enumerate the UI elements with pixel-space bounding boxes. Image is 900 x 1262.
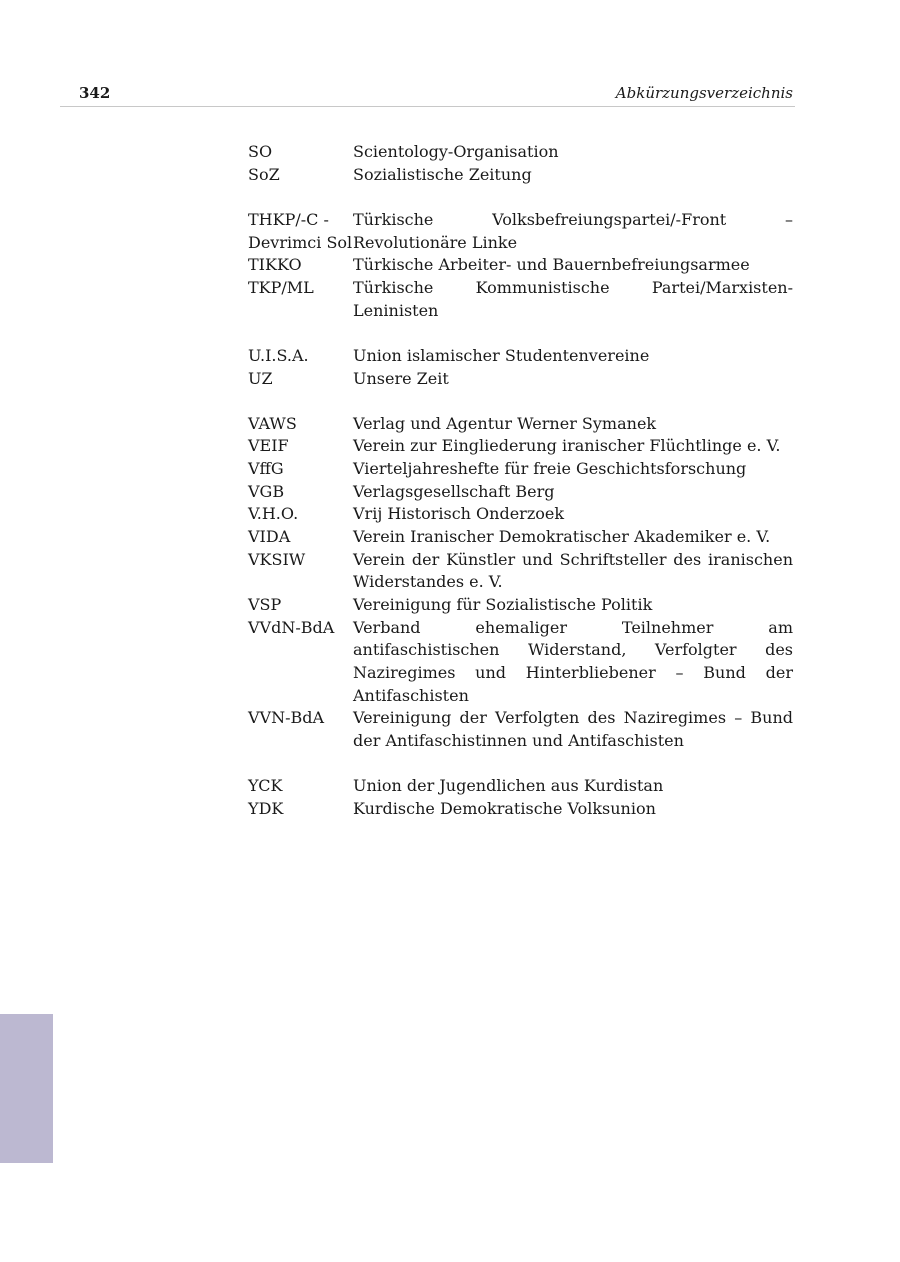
abbreviation-group [248,775,793,820]
abbreviation: VGB [248,481,285,501]
abbreviation-group [248,141,793,186]
definition: Verein zur Eingliederung iranischer Flüchtlinge e. V. [353,436,781,456]
abbreviation-entry [248,345,793,368]
abbreviation-entry [248,775,793,798]
abbreviation-entry [248,435,793,458]
abbreviation-group [248,413,793,753]
abbreviation-entry [248,368,793,391]
abbreviation: TIKKO [248,255,302,275]
abbreviation-entry [248,526,793,549]
abbreviation: VAWS [248,413,297,433]
abbreviation: UZ [248,368,273,388]
abbreviation: VEIF [248,436,289,456]
abbreviation-group [248,345,793,390]
definition: Unsere Zeit [353,368,449,388]
definition: Kurdische Demokratische Volksunion [353,798,656,818]
definition: Türkische Volksbefreiungspartei/-Front – Revolutionäre Linke [353,209,793,252]
abbreviation-entry [248,254,793,277]
abbreviation: SO [248,142,273,161]
abbreviation-entry [248,141,793,164]
abbreviation-entry [248,209,793,254]
abbreviation-entry [248,617,793,708]
abbreviation-entry [248,481,793,504]
abbreviation: V.H.O. [248,504,299,524]
definition: Vrij Historisch Onderzoek [353,504,565,524]
abbreviation: VVdN-BdA [248,617,335,637]
abbreviation: VSP [248,595,282,615]
abbreviation: VVN-BdA [248,708,325,728]
definition: Verein Iranischer Demokratischer Akademiker e. V. [353,527,771,547]
abbreviation: YCK [248,776,283,796]
thumb-index-tab [0,1014,53,1163]
abbreviation: THKP/-C - Devrimci Sol [248,209,353,252]
abbreviation-entry [248,503,793,526]
abbreviation: TKP/ML [248,277,314,297]
definition: Vereinigung der Verfolgten des Naziregimes – Bund der Antifaschistinnen und Antifaschisten [353,708,793,751]
abbreviation-group [248,209,793,322]
definition: Verein der Künstler und Schriftsteller des iranischen Widerstandes e. V. [353,549,793,592]
abbreviation-entry [248,164,793,187]
definition: Türkische Kommunistische Partei/Marxisten-Leninisten [353,277,793,320]
running-title: Abkürzungsverzeichnis [615,84,793,102]
definition: Verband ehemaliger Teilnehmer am antifaschistischen Widerstand, Verfolgter des Naziregimes und Hinterbliebener – Bund der Antifaschisten [353,617,793,705]
abbreviation: VffG [248,459,284,479]
definition: Union der Jugendlichen aus Kurdistan [353,776,664,796]
abbreviation: YDK [248,798,284,818]
header-rule [60,106,795,107]
abbreviation: VIDA [248,527,291,547]
abbreviation-list [248,141,793,843]
abbreviation: VKSIW [248,549,306,569]
definition: Türkische Arbeiter- und Bauernbefreiungsarmee [353,255,750,275]
abbreviation-entry [248,707,793,752]
definition: Vierteljahreshefte für freie Geschichtsforschung [353,459,747,479]
abbreviation-entry [248,458,793,481]
definition: Union islamischer Studentenvereine [353,345,650,365]
definition: Sozialistische Zeitung [353,164,532,184]
abbreviation-entry [248,549,793,594]
abbreviation-entry [248,413,793,436]
abbreviation-entry [248,798,793,821]
abbreviation: U.I.S.A. [248,345,309,365]
definition: Scientology-Organisation [353,142,559,161]
abbreviation-entry [248,594,793,617]
page-number: 342 [79,84,111,102]
abbreviation: SoZ [248,164,280,184]
abbreviation-entry [248,277,793,322]
definition: Verlagsgesellschaft Berg [353,481,555,501]
definition: Vereinigung für Sozialistische Politik [353,595,653,615]
definition: Verlag und Agentur Werner Symanek [353,413,657,433]
